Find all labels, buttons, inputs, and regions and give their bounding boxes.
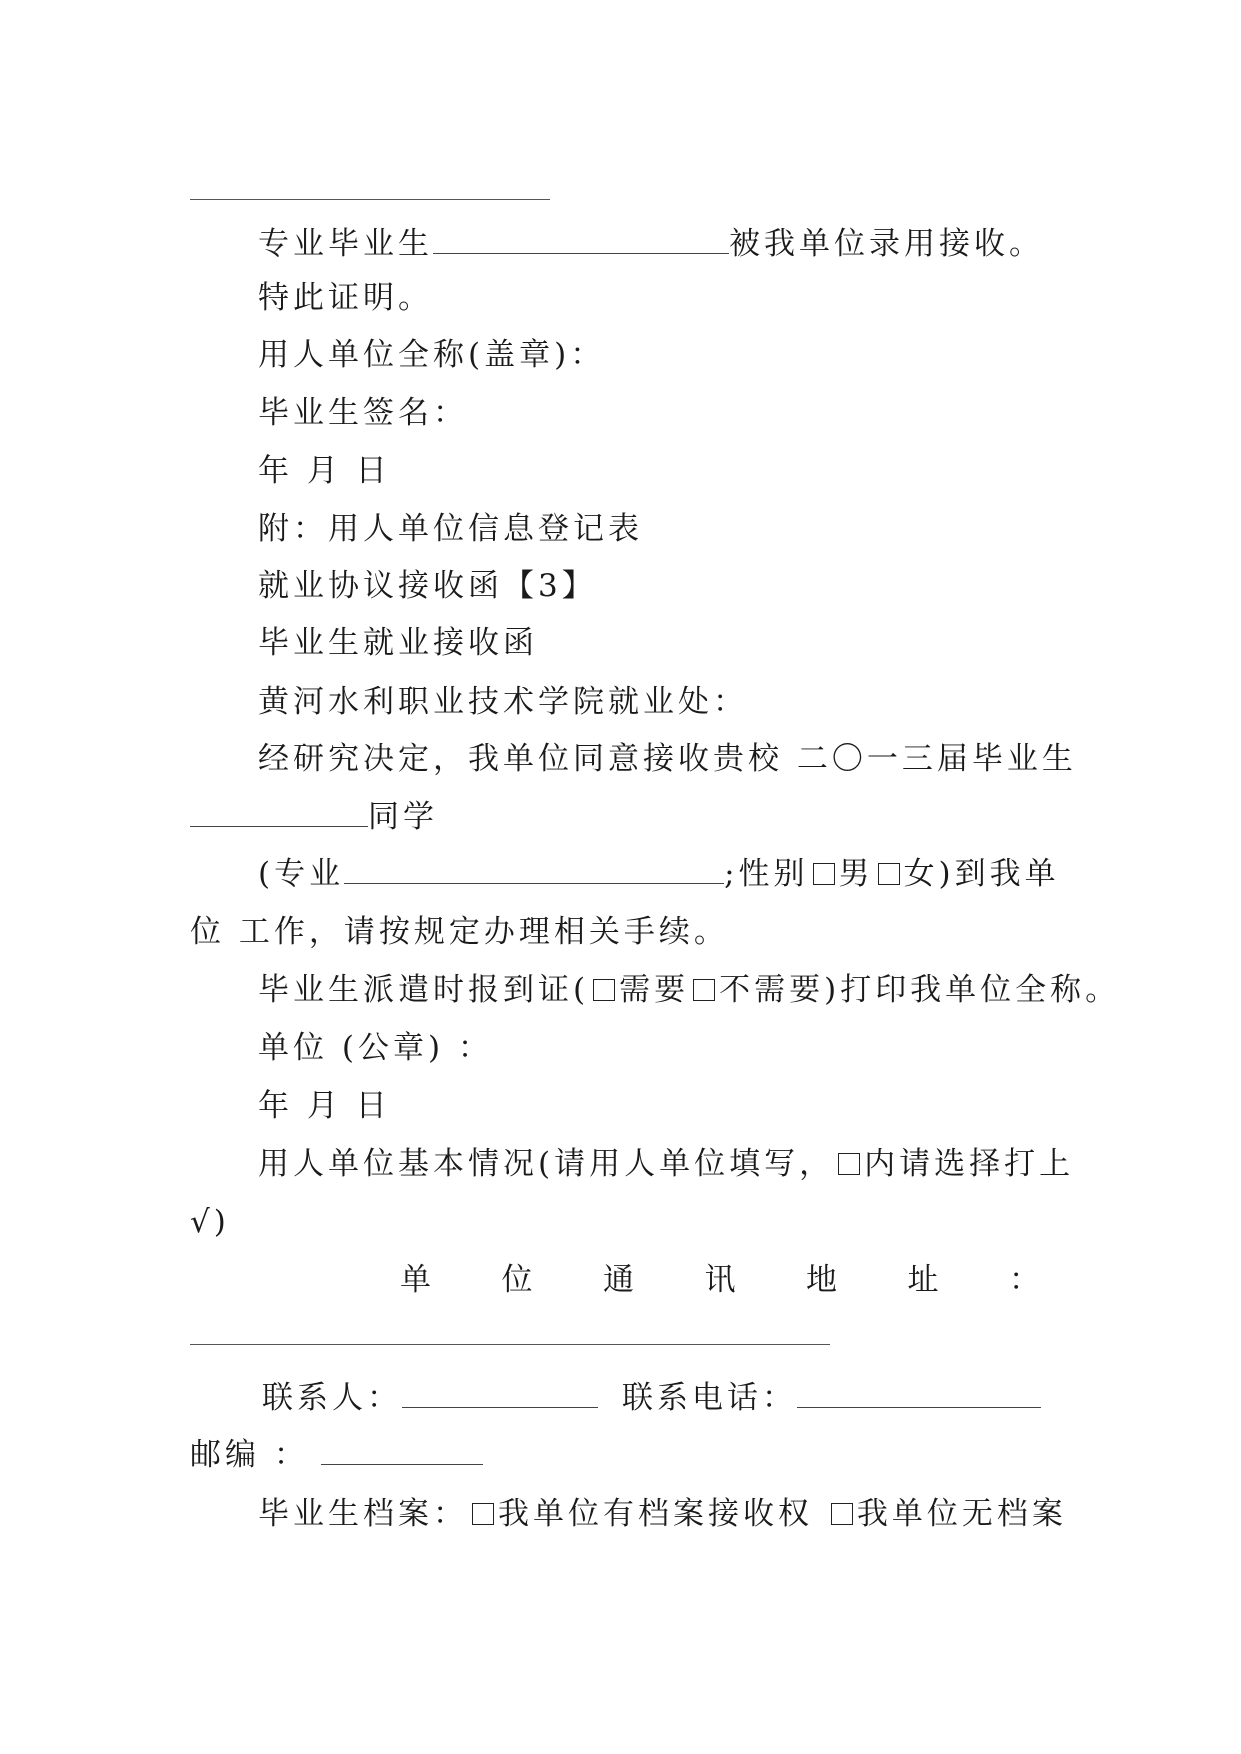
addressee: 黄河水利职业技术学院就业处： (258, 684, 748, 720)
checkbox-male[interactable] (813, 863, 835, 885)
fill-blank-student[interactable] (190, 800, 368, 827)
text: 需要 (619, 972, 690, 1008)
char: 位 (501, 1262, 533, 1298)
text: 同学 (368, 799, 438, 835)
text: 专业毕业生 (258, 226, 433, 262)
checkbox-no-need[interactable] (693, 979, 715, 1001)
char: 地 (806, 1262, 837, 1298)
top-fill-line (190, 199, 550, 200)
paragraph-basic-info (258, 1142, 1074, 1186)
fill-blank-postcode[interactable] (321, 1438, 483, 1465)
text: 联系人： (262, 1380, 402, 1416)
address-fill-line[interactable] (190, 1344, 830, 1345)
text: 联系电话： (622, 1380, 797, 1416)
fill-blank-phone[interactable] (797, 1381, 1041, 1408)
paragraph-decision: 经研究决定，我单位同意接收贵校 二〇一三届毕业生 (258, 741, 1077, 777)
text: 我单位无档案 (856, 1496, 1067, 1532)
date-line-1: 年 月 日 (258, 453, 391, 489)
paragraph-major-gender-cont: 位 工作，请按规定办理相关手续。 (190, 914, 729, 950)
paragraph-certify: 特此证明。 (258, 280, 433, 316)
text: 我单位有档案接收权 (498, 1496, 827, 1532)
text: 女)到我单 (903, 856, 1060, 892)
paragraph-basic-info-cont: √) (190, 1204, 230, 1240)
text: 邮编 ： (190, 1437, 309, 1473)
char: ： (1009, 1262, 1040, 1298)
text: 内请选择打上 (864, 1146, 1075, 1182)
text: 被我单位录用接收。 (729, 226, 1044, 262)
fill-blank-major[interactable] (344, 857, 724, 884)
paragraph-major-graduate (258, 222, 1044, 266)
char: 址 (907, 1262, 939, 1298)
unit-address-label (400, 1258, 1040, 1302)
section-heading-3: 就业协议接收函【3】 (258, 568, 597, 604)
attachment-note: 附：用人单位信息登记表 (258, 511, 643, 547)
text: 毕业生档案： (258, 1496, 468, 1532)
paragraph-dispatch-report (258, 968, 1120, 1012)
graduate-signature: 毕业生签名： (258, 395, 468, 431)
fill-blank-contact[interactable] (402, 1381, 598, 1408)
checkbox-archive-yes[interactable] (472, 1503, 494, 1525)
postcode-line (190, 1433, 483, 1477)
paragraph-major-gender (258, 852, 1060, 896)
checkbox-need[interactable] (593, 979, 615, 1001)
checkbox-archive-no[interactable] (831, 1503, 853, 1525)
unit-seal: 单位 (公章) ： (258, 1030, 493, 1066)
char: 单 (400, 1262, 431, 1298)
text: 毕业生派遣时报到证( (258, 972, 590, 1008)
checkbox-female[interactable] (878, 863, 900, 885)
contact-line (262, 1376, 1041, 1420)
employer-name-seal: 用人单位全称(盖章)： (258, 337, 606, 373)
text: 不需要)打印我单位全称。 (719, 972, 1121, 1008)
text: 男 (838, 856, 874, 892)
checkbox-sample (838, 1153, 860, 1175)
char: 讯 (704, 1262, 736, 1298)
char: 通 (603, 1262, 634, 1298)
paragraph-student-name (190, 795, 438, 839)
archive-line (258, 1492, 1067, 1536)
text: (专业 (258, 856, 345, 892)
text: 用人单位基本情况(请用人单位填写， (258, 1146, 835, 1182)
date-line-2: 年 月 日 (258, 1088, 391, 1124)
letter-title: 毕业生就业接收函 (258, 625, 538, 661)
fill-blank-name[interactable] (433, 227, 729, 254)
text: ;性别 (724, 856, 809, 892)
